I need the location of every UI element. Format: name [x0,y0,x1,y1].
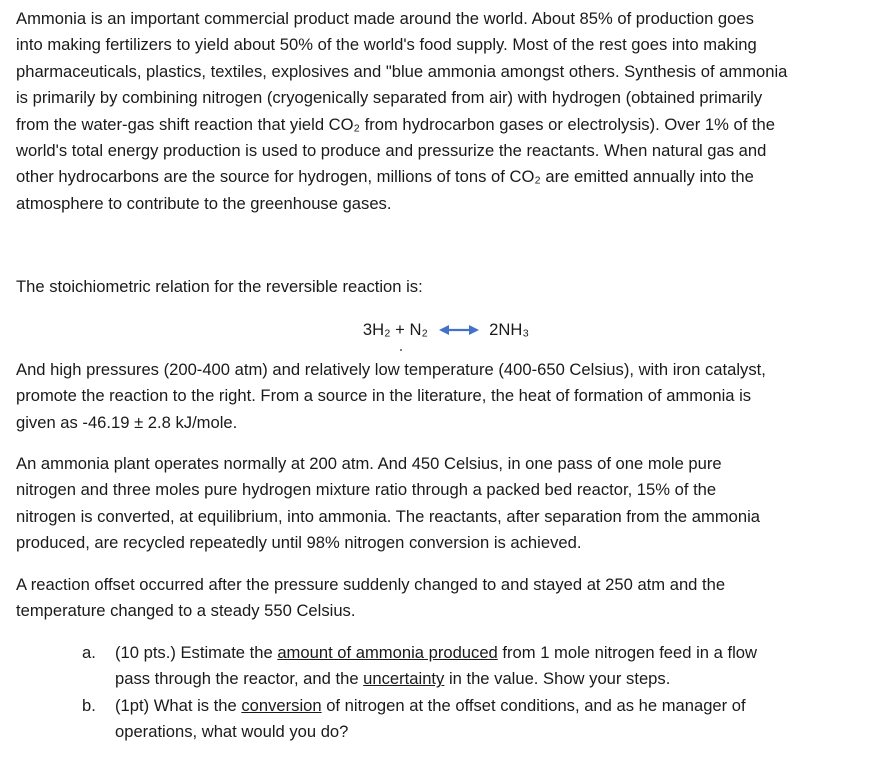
intro-line: from the water-gas shift reaction that yield CO₂ from hydrocarbon gases or electrolysis). Over 1% of the [16,114,776,134]
question-text: pass through the reactor, and the [115,669,364,689]
question-marker: a. [82,643,96,662]
conditions-line: given as -46.19 ± 2.8 kJ/mole. [16,412,238,432]
conditions-line: And high pressures (200-400 atm) and relatively low temperature (400-650 Celsius), with iron catalyst, [16,360,766,379]
intro-line: other hydrocarbons are the source for hydrogen, millions of tons of CO₂ are emitted annually into the [16,167,754,187]
double-arrow-icon [439,318,479,344]
question-a-line-1 [115,640,882,666]
plant-line: An ammonia plant operates normally at 200 atm. And 450 Celsius, in one pass of one mole pure [16,454,722,473]
intro-line: pharmaceuticals, plastics, textiles, explosives and "blue ammonia amongst others. Synthesis of ammonia [16,61,788,81]
underlined-term: conversion [241,695,322,715]
stoich-text: The stoichiometric relation for the reversible reaction is: [16,277,423,296]
question-list [82,640,882,746]
plant-line: produced, are recycled repeatedly until 98% nitrogen conversion is achieved. [16,533,582,553]
conditions-line: promote the reaction to the right. From a source in the literature, the heat of formation of ammonia is [16,386,752,406]
offset-paragraph [16,572,882,625]
offset-line: temperature changed to a steady 550 Celsius. [16,601,356,621]
intro-line: into making fertilizers to yield about 50% of the world's food supply. Most of the rest goes into making [16,35,757,55]
stoich-paragraph [16,274,882,300]
question-a [82,640,882,693]
question-text: (10 pts.) Estimate the [115,643,278,662]
question-text: of nitrogen at the offset conditions, and as he manager of [321,695,746,715]
intro-paragraph [16,6,882,217]
plant-line: nitrogen is converted, at equilibrium, into ammonia. The reactants, after separation from the ammonia [16,506,761,526]
offset-line: A reaction offset occurred after the pressure suddenly changed to and stayed at 250 atm and the [16,575,726,594]
underlined-term: amount of ammonia produced [277,643,498,662]
question-text: (1pt) What is the [115,695,242,715]
intro-line: world's total energy production is used to produce and pressurize the reactants. When natural gas and [16,141,767,161]
underlined-term: uncertainty [363,669,445,689]
question-marker: b. [82,695,96,715]
equation-products: 2NH₃ [489,320,530,339]
question-text: in the value. Show your steps. [444,669,671,689]
intro-line: is primarily by combining nitrogen (cryogenically separated from air) with hydrogen (obtained primarily [16,88,763,108]
plant-line: nitrogen and three moles pure hydrogen mixture ratio through a packed bed reactor, 15% of the [16,480,717,500]
conditions-paragraph [16,357,882,436]
intro-line: Ammonia is an important commercial product made around the world. About 85% of production goes [16,9,754,28]
question-a-line-2 [115,666,882,692]
question-b [82,693,882,746]
question-b-line-2: operations, what would you do? [115,722,349,742]
question-text: from 1 mole nitrogen feed in a flow [497,643,757,662]
plant-paragraph [16,451,882,557]
question-b-line-1 [115,693,882,719]
stray-dot [400,349,402,351]
equation-reactants: 3H₂ + N₂ [362,320,428,339]
intro-line: atmosphere to contribute to the greenhouse gases. [16,193,392,213]
reaction-equation [0,317,892,344]
